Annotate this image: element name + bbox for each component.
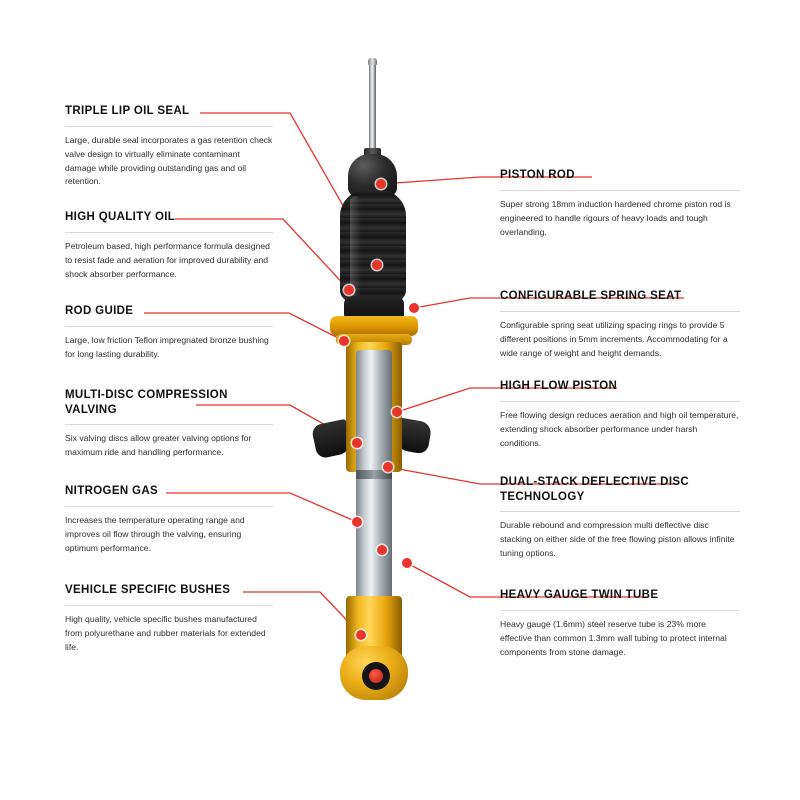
callout-high-flow-piston bbox=[500, 379, 740, 450]
callout-high-quality-oil bbox=[65, 210, 273, 281]
hotspot-vehicle-specific-bushes bbox=[356, 630, 366, 640]
bush-inner bbox=[369, 669, 383, 683]
callout-piston-rod bbox=[500, 168, 740, 239]
callout-multi-disc-compression-valving bbox=[65, 388, 273, 460]
callout-title: HEAVY GAUGE TWIN TUBE bbox=[500, 589, 659, 601]
callout-body: Heavy gauge (1.6mm) steel reserve tube is 23% more effective than common 1.3mm wall tubing to protect internal components from stone damage. bbox=[500, 618, 727, 657]
callout-title: HIGH QUALITY OIL bbox=[65, 211, 176, 223]
hotspot-high-flow-piston bbox=[392, 407, 402, 417]
hotspot-nitrogen-gas bbox=[352, 517, 362, 527]
piston-rod-tip bbox=[368, 58, 377, 65]
callout-title: CONFIGURABLE SPRING SEAT bbox=[500, 290, 682, 302]
callout-divider bbox=[500, 311, 740, 312]
callout-heavy-gauge-twin-tube bbox=[500, 588, 740, 659]
callout-nitrogen-gas bbox=[65, 484, 273, 555]
callout-divider bbox=[500, 511, 740, 512]
hotspot-dual-stack bbox=[383, 462, 393, 472]
hotspot-rod-guide bbox=[339, 336, 349, 346]
boot-highlight bbox=[350, 196, 361, 296]
hotspot-extra-lower bbox=[377, 545, 387, 555]
callout-body: Six valving discs allow greater valving options for maximum ride and handling performance. bbox=[65, 433, 252, 458]
callout-body: Petroleum based, high performance formula designed to resist fade and aeration for improved durability and shock absorber performance. bbox=[65, 240, 270, 279]
callout-title: TRIPLE LIP OIL SEAL bbox=[65, 105, 190, 117]
callout-body: Durable rebound and compression multi deflective disc stacking on either side of the free flowing piston allows infinite tuning options. bbox=[500, 520, 735, 559]
callout-divider bbox=[65, 605, 273, 606]
callout-body: Increases the temperature operating range and improves oil flow through the valving, ensuring optimum performance. bbox=[65, 514, 245, 553]
callout-body: Super strong 18mm induction hardened chrome piston rod is engineered to handle rigours of heavy loads and tough overlanding. bbox=[500, 198, 731, 237]
hotspot-heavy-gauge-twin-tube bbox=[402, 558, 412, 568]
piston-rod-part bbox=[369, 62, 376, 154]
callout-title: DUAL-STACK DEFLECTIVE DISC TECHNOLOGY bbox=[500, 476, 690, 503]
callout-title: NITROGEN GAS bbox=[65, 485, 159, 497]
callout-triple-lip-oil-seal bbox=[65, 104, 273, 189]
callout-dual-stack-deflective-disc-technology bbox=[500, 475, 740, 561]
callout-body: High quality, vehicle specific bushes manufactured from polyurethane and rubber materials for extended life. bbox=[65, 613, 266, 652]
hotspot-triple-lip-oil-seal bbox=[372, 260, 382, 270]
callout-divider bbox=[500, 190, 740, 191]
callout-divider bbox=[65, 126, 273, 127]
hotspot-configurable-spring-seat bbox=[409, 303, 419, 313]
shock-absorber-illustration bbox=[300, 50, 500, 690]
callout-title: PISTON ROD bbox=[500, 169, 575, 181]
hotspot-multi-disc-compression-valving bbox=[352, 438, 362, 448]
spring-seat bbox=[330, 316, 418, 336]
callout-divider bbox=[65, 326, 273, 327]
hotspot-high-quality-oil bbox=[344, 285, 354, 295]
callout-divider bbox=[65, 506, 273, 507]
hotspot-piston-rod bbox=[376, 179, 386, 189]
callout-divider bbox=[65, 232, 273, 233]
callout-divider bbox=[500, 401, 740, 402]
callout-body: Configurable spring seat utilizing spacing rings to provide 5 different positions in 5mm increments. Accommodating for a wide range of weight and height demands. bbox=[500, 319, 728, 358]
callout-title: ROD GUIDE bbox=[65, 305, 134, 317]
callout-divider bbox=[500, 610, 740, 611]
callout-configurable-spring-seat bbox=[500, 289, 740, 360]
callout-body: Free flowing design reduces aeration and high oil temperature, extending shock absorber performance under harsh conditions. bbox=[500, 409, 739, 448]
callout-vehicle-specific-bushes bbox=[65, 583, 273, 654]
callout-title: MULTI-DISC COMPRESSION VALVING bbox=[65, 389, 228, 416]
callout-body: Large, durable seal incorporates a gas retention check valve design to virtually eliminate contaminant damage while providing outstanding gas and oil retention. bbox=[65, 134, 273, 187]
callout-title: VEHICLE SPECIFIC BUSHES bbox=[65, 584, 231, 596]
callout-divider bbox=[65, 424, 273, 425]
callout-body: Large, low friction Teflon impregnated bronze bushing for long lasting durability. bbox=[65, 334, 269, 359]
callout-rod-guide bbox=[65, 304, 273, 362]
callout-title: HIGH FLOW PISTON bbox=[500, 380, 618, 392]
